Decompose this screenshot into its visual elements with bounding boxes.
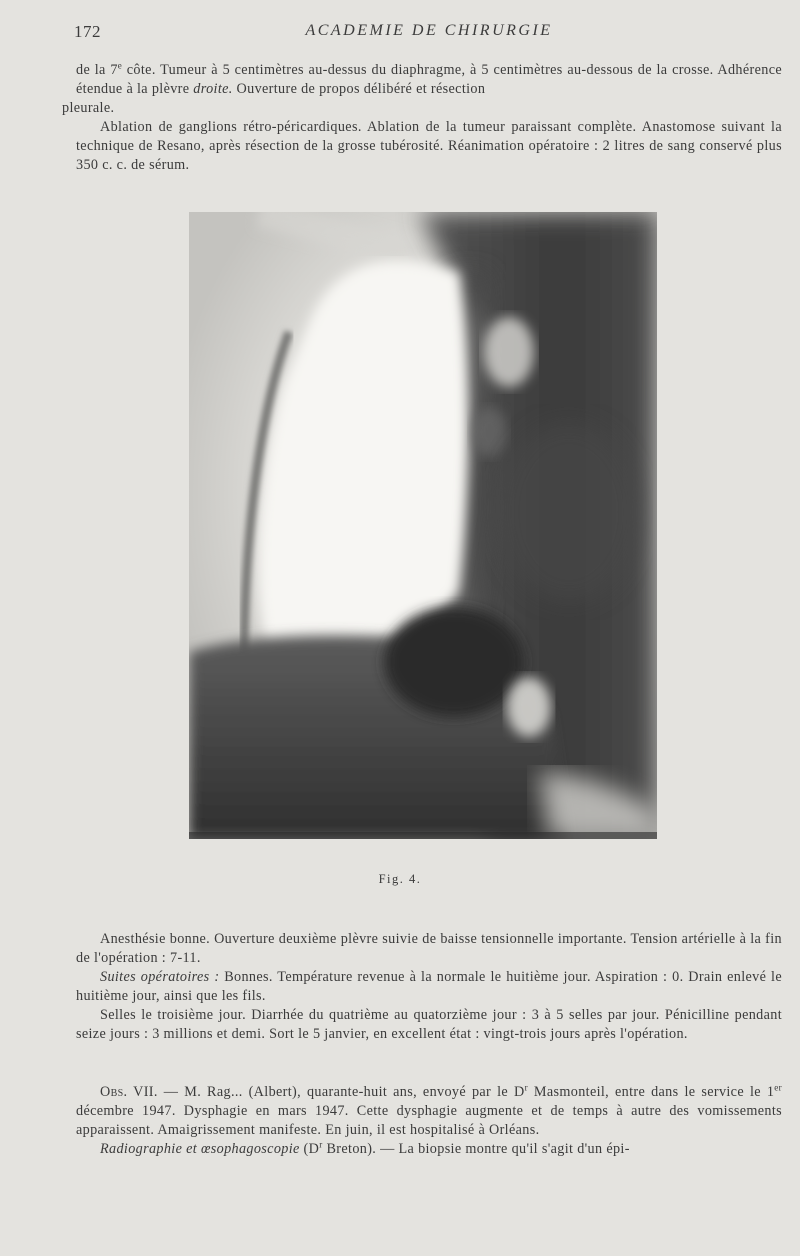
page-header xyxy=(74,22,784,44)
paragraph-observation xyxy=(76,1083,782,1159)
observation-label: Obs. VII. xyxy=(100,1084,158,1100)
superscript: r xyxy=(524,1082,528,1093)
italic-heading: Suites opératoires : xyxy=(100,969,220,985)
text: côte. Tumeur à 5 centimètres au-dessus du diaphragme, à 5 centimètres au-dessous xyxy=(122,62,634,78)
text: Breton). — La biopsie montre qu'il s'agit d'un épi- xyxy=(322,1141,630,1157)
paragraph-ablation xyxy=(76,118,782,175)
paragraph-continuation xyxy=(62,60,782,118)
radiograph-figure xyxy=(189,212,657,839)
text: décembre 1947. Dysphagie en mars 1947. Cette dysphagie augmente et de temps à autre des vomissements apparaissent. Amaigrissement manifeste. En juin, il est hospitalisé à Orléans. xyxy=(76,1103,782,1138)
superscript: e xyxy=(117,60,123,71)
page-number: 172 xyxy=(74,22,101,41)
text: de la crosse. Adhérence étendue à la plèvre xyxy=(76,62,782,97)
text: Ouverture de propos délibéré et résection xyxy=(232,81,486,97)
superscript: er xyxy=(774,1082,782,1093)
text: Anesthésie bonne. Ouverture deuxième plèvre suivie de baisse tensionnelle importante. Tension artérielle à la fin de l'opération : 7-11. xyxy=(76,931,782,966)
figure-caption: Fig. 4. xyxy=(378,872,422,886)
text: (D xyxy=(299,1141,320,1157)
text: Ablation de ganglions rétro-péricardiques. Ablation de la tumeur paraissant complète. Anastomose suivant la technique de Resano, après résection de la grosse tubérosité. Réanimation opératoire : 2 litres de sang conservé plus 350 c. c. de sérum. xyxy=(76,119,782,173)
text: — M. Rag... (Albert), quarante-huit ans, envoyé par le D xyxy=(157,1084,525,1100)
text: Selles le troisième jour. Diarrhée du quatrième au quatorzième jour : 3 à 5 selles par jour. Pénicilline pendant seize jours : 3 millions et demi. Sort le 5 janvier, en excellent état : vingt-trois jours après l'opération. xyxy=(76,1007,782,1042)
running-title: ACADEMIE DE CHIRURGIE xyxy=(305,22,553,39)
text: pleurale. xyxy=(62,100,115,116)
italic-heading: Radiographie et œsophagoscopie xyxy=(100,1141,300,1157)
text: de la 7 xyxy=(76,62,118,78)
superscript: r xyxy=(319,1139,323,1150)
text: Masmonteil, entre dans le service le 1 xyxy=(527,1084,775,1100)
paragraph-postop xyxy=(76,930,782,1044)
text: Bonnes. Température revenue à la normale le huitième jour. Aspiration : 0. Drain enlevé le huitième jour, ainsi que les fils. xyxy=(76,969,782,1004)
italic-text: droite. xyxy=(193,81,233,97)
radiograph-image xyxy=(189,212,657,839)
